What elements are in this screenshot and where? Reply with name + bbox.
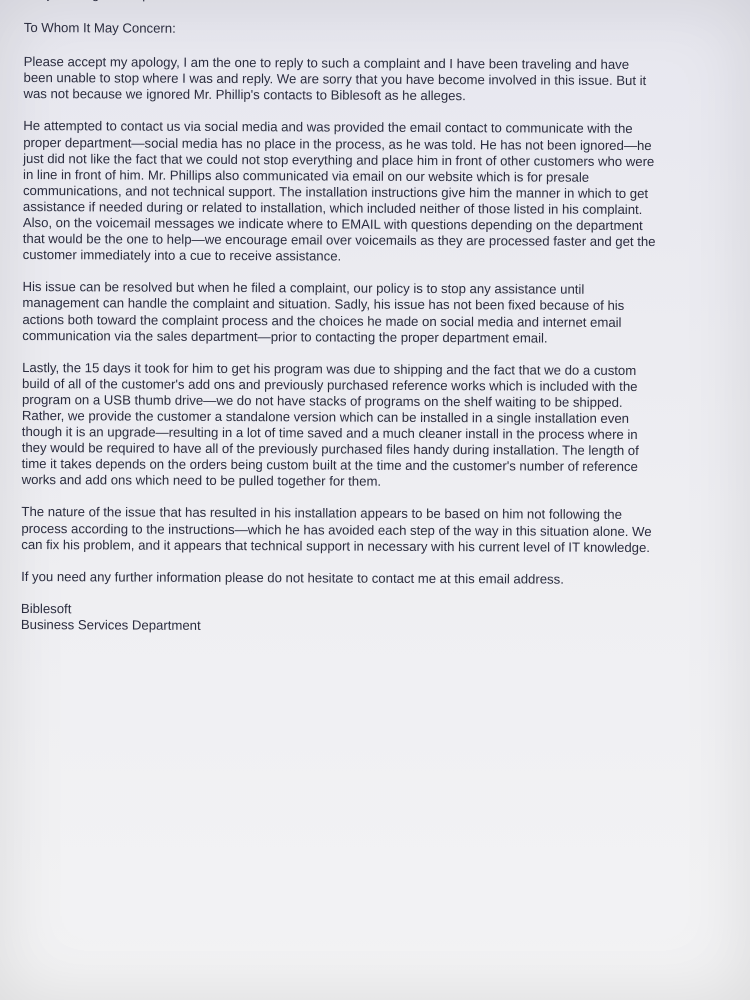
paragraph-2-line-3: just did not like the fact that we could not stop everything and place him in front of other customers who were <box>23 150 655 169</box>
paragraph-4-line-4: Rather, we provide the customer a standalone version which can be installed in a single installation even <box>21 407 630 426</box>
paragraph-4-line-3: program on a USB thumb drive—we do not have stacks of programs on the shelf waiting to be shipped. <box>21 391 623 410</box>
paragraph-3-line-1: His issue can be resolved but when he filed a complaint, our policy is to stop any assistance until <box>22 279 585 298</box>
paragraph-1-line-3: was not because we ignored Mr. Phillip's contacts to Biblesoft as he alleges. <box>23 86 466 104</box>
paragraph-2-line-9: customer immediately into a cue to receive assistance. <box>22 247 342 264</box>
paragraph-1-line-1: Please accept my apology, I am the one to reply to such a complaint and I have been traveling and have <box>23 54 630 73</box>
paragraph-4 <box>22 360 729 492</box>
paragraph-2-line-1: He attempted to contact us via social media and was provided the email contact to communicate with the <box>23 118 633 137</box>
paragraph-2-line-8: that would be the one to help—we encourage email over voicemails as they are processed faster and get the <box>22 231 656 250</box>
paragraph-5-line-1: The nature of the issue that has resulted in his installation appears to be based on him not following the <box>21 504 622 523</box>
paragraph-2-line-7: Also, on the voicemail messages we indicate where to EMAIL with questions depending on the department <box>22 215 643 234</box>
paragraph-4-line-7: time it takes depends on the orders being custom built at the time and the customer's number of reference <box>21 456 638 475</box>
salutation: To Whom It May Concern: <box>23 20 176 36</box>
paragraph-2-line-5: communications, and not technical support. The installation instructions give him the manner in which to get <box>22 182 649 201</box>
letter-body <box>21 0 730 636</box>
signature-company: Biblesoft <box>20 600 72 617</box>
paragraph-4-line-2: build of all of the customer's add ons and previously purchased reference works which is included with the <box>22 375 638 394</box>
paragraph-2-line-2: proper department—social media has no place in the process, as he was told. He has not been ignored—he <box>23 134 652 153</box>
paragraph-5-line-3: can fix his problem, and it appears that technical support in necessary with his current level of IT knowledge. <box>21 536 650 555</box>
paragraph-1-line-2: been unable to stop where I was and reply. We are sorry that you have become involved in this issue. But it <box>23 70 647 89</box>
paragraph-5 <box>21 504 727 556</box>
subject-line <box>24 0 730 6</box>
paragraph-3 <box>22 279 728 347</box>
paragraph-3-line-2: management can handle the complaint and situation. Sadly, his issue has not been fixed because of his <box>22 295 625 314</box>
paragraph-5-line-2: process according to the instructions—which he has avoided each step of the way in this situation alone. We <box>21 520 652 539</box>
paragraph-3-line-4: communication via the sales department—prior to contacting the proper department email. <box>22 327 548 346</box>
signature-department: Business Services Department <box>20 616 201 633</box>
paragraph-4-line-8: works and add ons which need to be pulled together for them. <box>21 472 382 490</box>
signature-block <box>21 601 727 637</box>
paragraph-2-line-6: assistance if needed during or related to installation, which included neither of those listed in his complaint. <box>22 198 643 217</box>
paragraph-2 <box>23 118 730 266</box>
paragraph-1 <box>23 54 729 106</box>
paragraph-4-line-5: though it is an upgrade—resulting in a lot of time saved and a much cleaner install in the process where in <box>21 424 638 443</box>
paragraph-4-line-1: Lastly, the 15 days it took for him to get his program was due to shipping and the fact that we do a custom <box>22 359 637 378</box>
paragraph-3-line-3: actions both toward the complaint process and the choices he made on social media and internet email <box>22 311 622 330</box>
paragraph-4-line-6: they would be required to have all of the previously purchased files handy during installation. The length of <box>21 440 639 459</box>
paragraph-2-line-4: in line in front of him. Mr. Phillips also communicated via email on our website which is for presale <box>23 166 590 185</box>
closing-line: If you need any further information please do not hesitate to contact me at this email address. <box>21 568 564 587</box>
